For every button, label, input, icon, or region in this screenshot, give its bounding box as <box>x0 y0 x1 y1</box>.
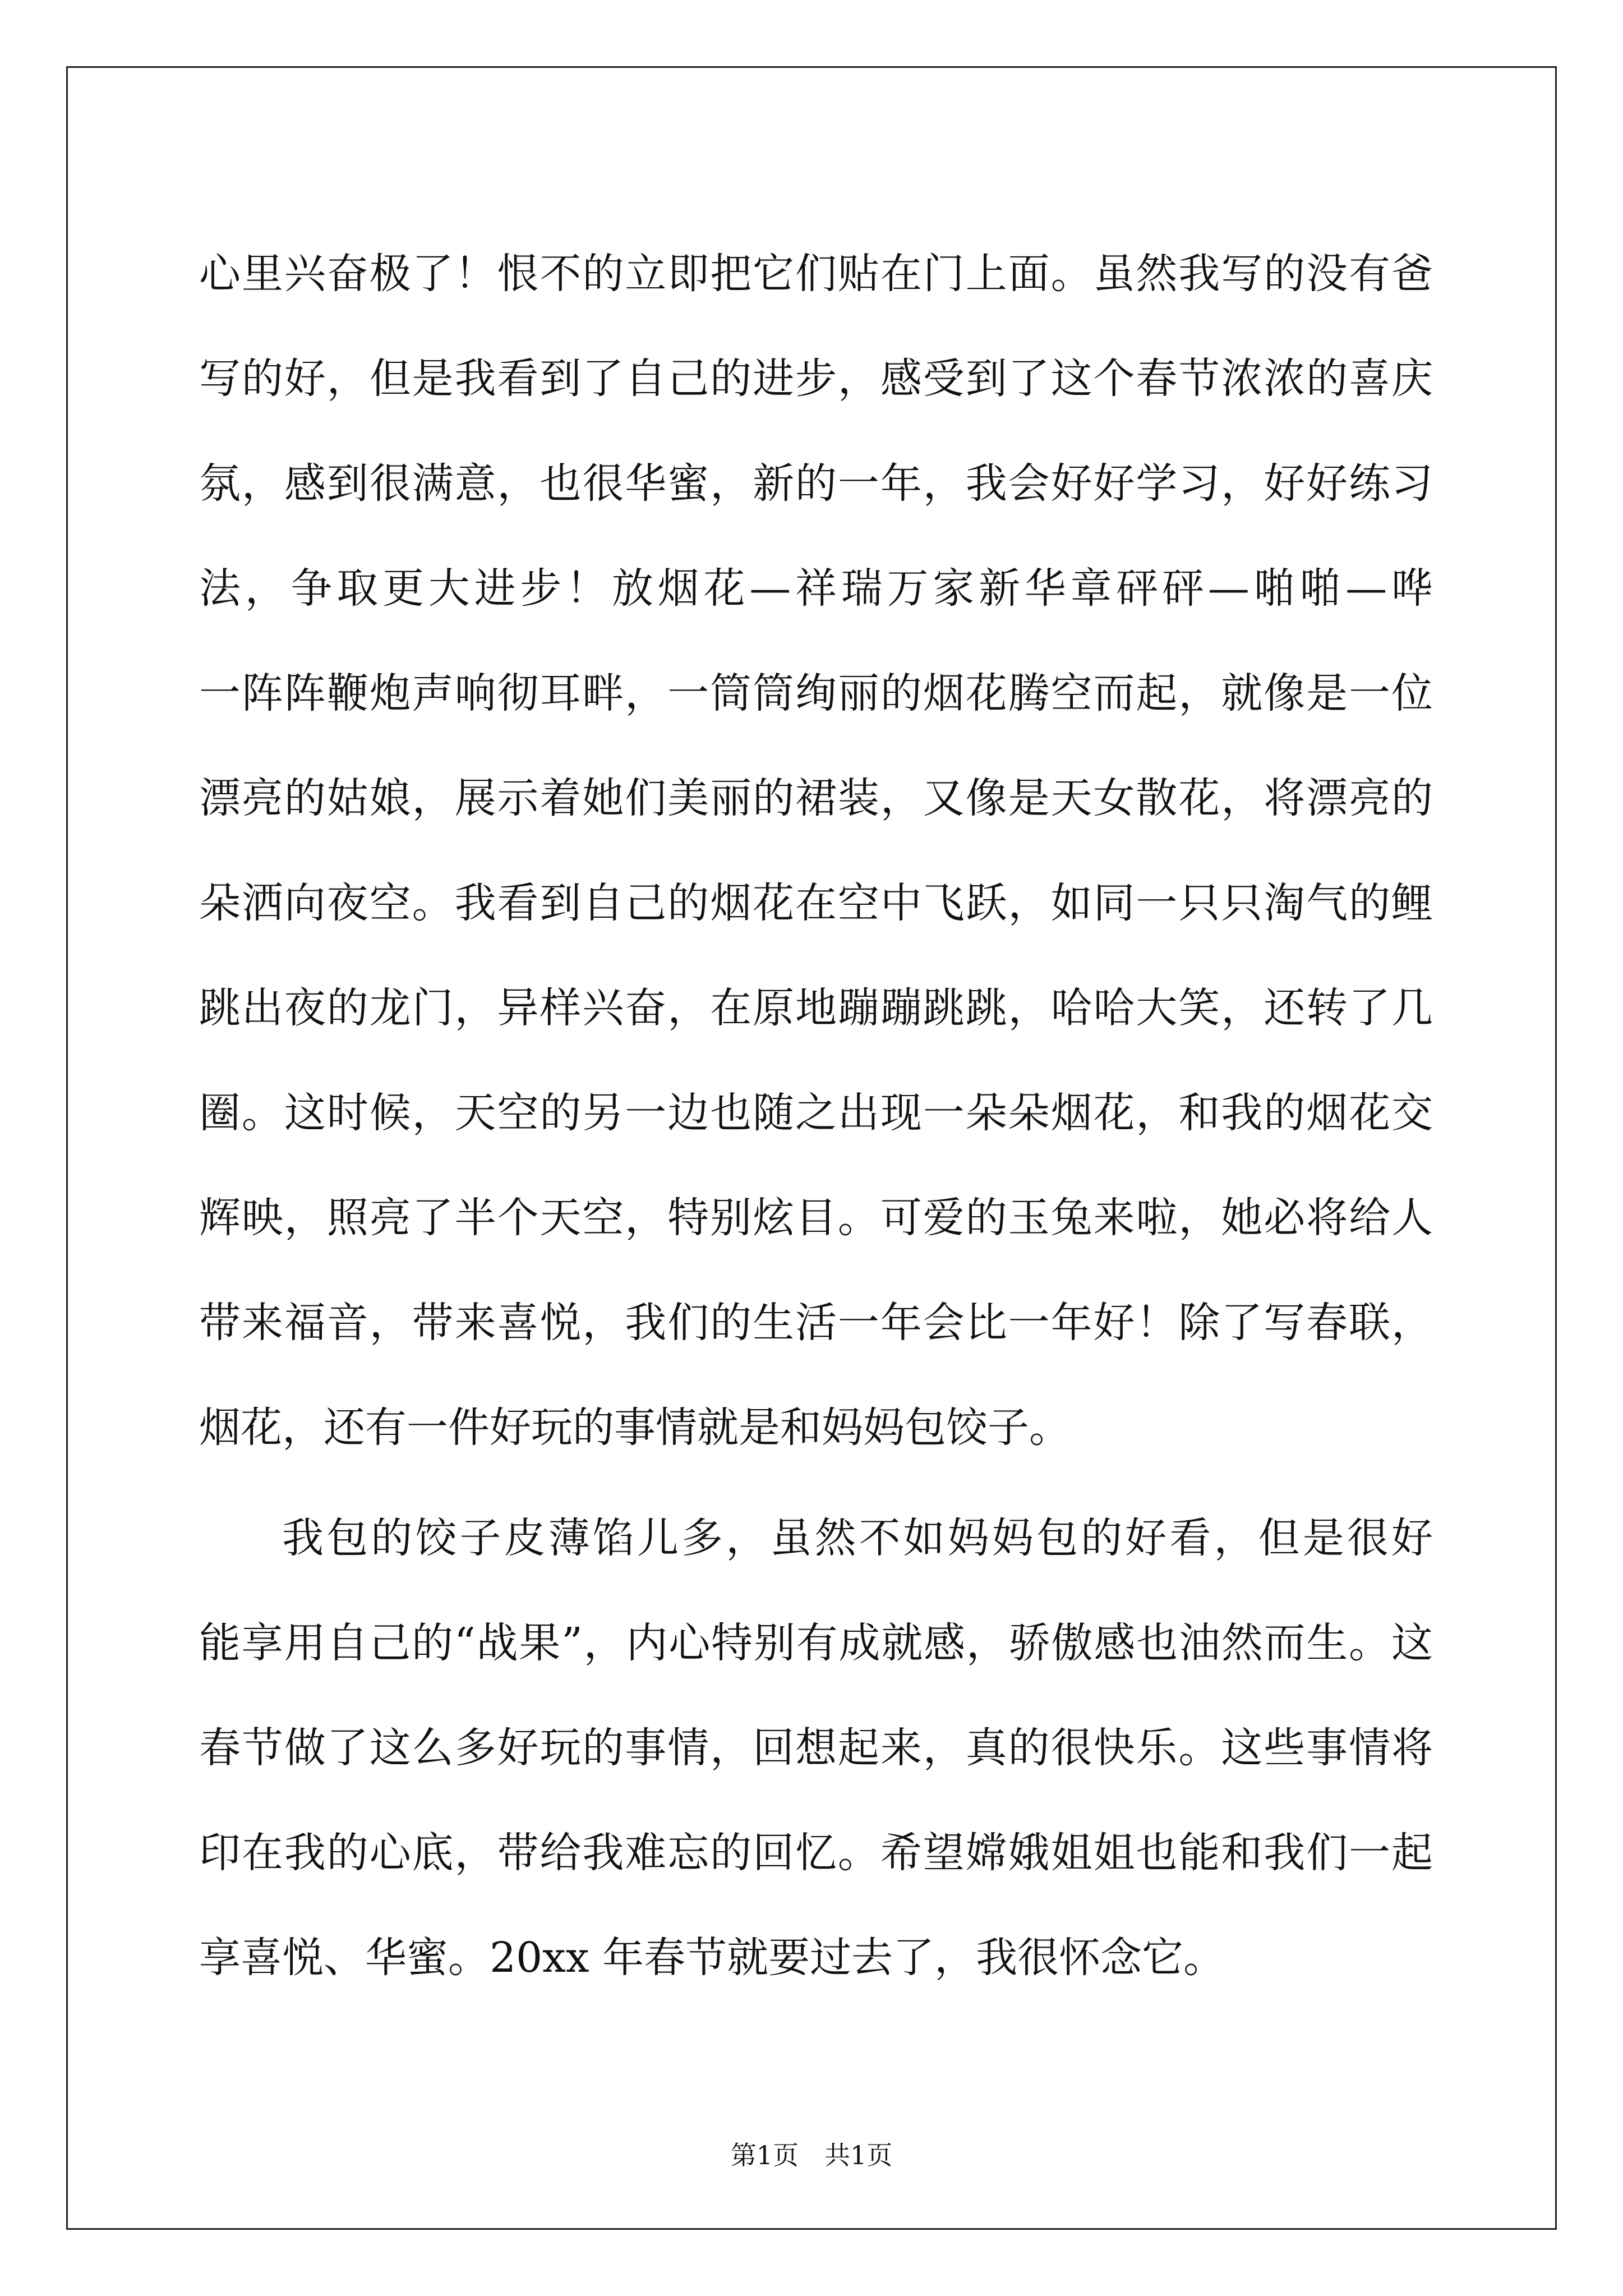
text-line: 我包的饺子皮薄馅儿多，虽然不如妈妈包的好看，但是很好 <box>282 1514 1433 1562</box>
text-line: 漂亮的姑娘，展示着她们美丽的裙装，又像是天女散花，将漂亮的 <box>199 774 1433 822</box>
paragraph-2 <box>199 1486 1433 2010</box>
paragraph-1 <box>199 222 1433 1480</box>
text-line: 一阵阵鞭炮声响彻耳畔，一筒筒绚丽的烟花腾空而起，就像是一位 <box>199 669 1433 717</box>
text-line: 能享用自己的“战果”，内心特别有成就感，骄傲感也油然而生。这 <box>199 1619 1433 1667</box>
text-line: 享喜悦、华蜜。20xx 年春节就要过去了，我很怀念它。 <box>199 1934 1225 1982</box>
text-line: 烟花，还有一件好玩的事情就是和妈妈包饺子。 <box>199 1404 1071 1452</box>
text-line: 跳出夜的龙门，异样兴奋，在原地蹦蹦跳跳，哈哈大笑，还转了几 <box>199 984 1433 1032</box>
text-line: 心里兴奋极了！恨不的立即把它们贴在门上面。虽然我写的没有爸 <box>199 250 1433 298</box>
text-line: 圈。这时候，天空的另一边也随之出现一朵朵烟花，和我的烟花交 <box>199 1089 1433 1137</box>
text-line: 春节做了这么多好玩的事情，回想起来，真的很快乐。这些事情将 <box>199 1724 1433 1772</box>
text-line: 氛，感到很满意，也很华蜜，新的一年，我会好好学习，好好练习 <box>199 459 1433 508</box>
document-body <box>199 222 1433 2010</box>
page-number-footer: 第1页 共1页 <box>730 2140 893 2170</box>
text-line: 写的好，但是我看到了自己的进步，感受到了这个春节浓浓的喜庆 <box>199 355 1433 403</box>
text-line: 法，争取更大进步！放烟花—祥瑞万家新华章砰砰—啪啪—哗 <box>199 564 1433 613</box>
text-line: 带来福音，带来喜悦，我们的生活一年会比一年好！除了写春联， <box>199 1299 1433 1347</box>
paragraph-spacer <box>199 1480 1433 1486</box>
text-line: 印在我的心底，带给我难忘的回忆。希望嫦娥姐姐也能和我们一起 <box>199 1829 1433 1877</box>
text-line: 朵洒向夜空。我看到自己的烟花在空中飞跃，如同一只只淘气的鲤 <box>199 879 1433 927</box>
text-line: 辉映，照亮了半个天空，特别炫目。可爱的玉兔来啦，她必将给人 <box>199 1194 1433 1242</box>
